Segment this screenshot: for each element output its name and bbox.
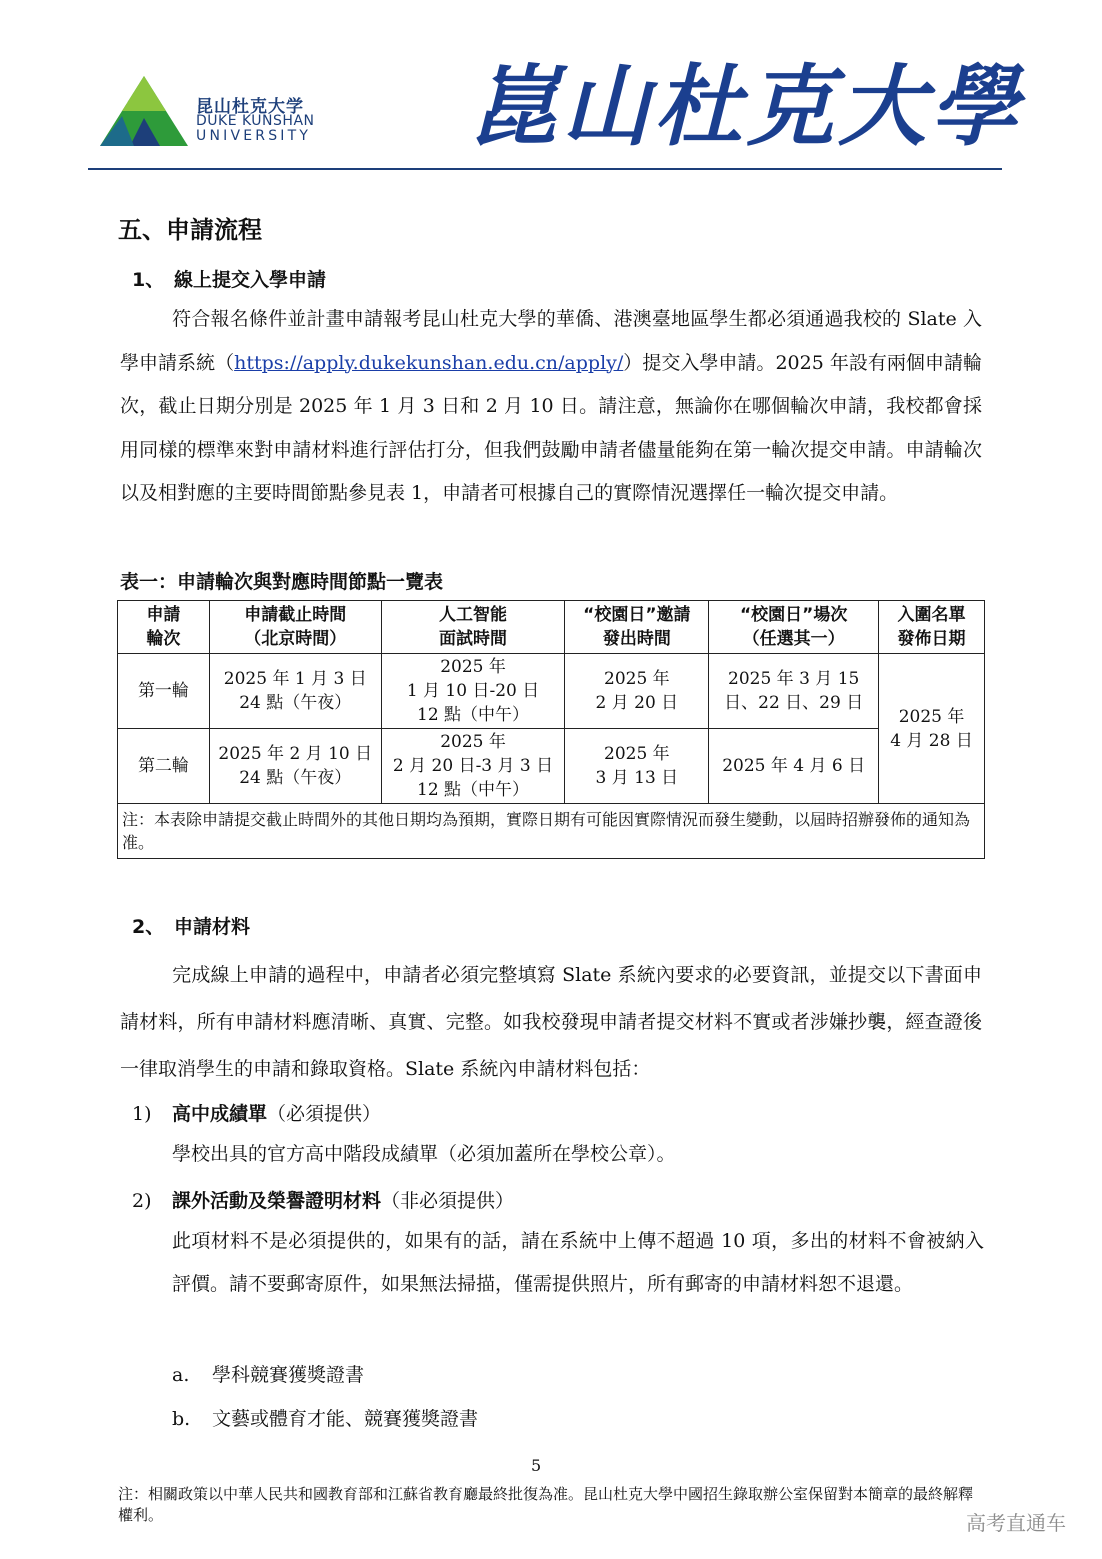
logo-english-line1: DUKE KUNSHAN — [196, 113, 315, 129]
logo-english-line2: UNIVERSITY — [196, 128, 312, 144]
page-header — [0, 0, 1102, 172]
page-number: 5 — [531, 1456, 542, 1475]
campus-day-cell: 2025 年 3 月 15 日、22 日、29 日 — [709, 654, 879, 729]
table-note: 注：本表除申請提交截止時間外的其他日期均為預期，實際日期有可能因實際情況而發生變動，以屆時招辦發佈的通知為准。 — [118, 804, 985, 859]
invite-cell: 2025 年 3 月 13 日 — [565, 729, 709, 804]
step1-paragraph — [120, 298, 982, 516]
step1-heading — [132, 265, 326, 292]
material-item-2-tag: （非必須提供） — [381, 1190, 515, 1212]
table-caption: 表一：申請輪次與對應時間節點一覽表 — [120, 571, 444, 593]
logo-chinese-name: 昆山杜克大学 — [196, 97, 304, 117]
material-item-2: 2) 課外活動及榮譽證明材料（非必須提供） — [132, 1190, 515, 1212]
step2-heading — [132, 912, 250, 939]
calligraphy-title: 崑山杜克大學 — [470, 54, 1023, 158]
shortlist-cell: 2025 年 4 月 28 日 — [879, 654, 985, 804]
round-cell: 第二輪 — [118, 729, 210, 804]
table-note-row — [118, 804, 985, 859]
interview-cell: 2025 年 2 月 20 日-3 月 3 日 12 點（中午） — [381, 729, 565, 804]
header-divider — [88, 168, 1002, 170]
campus-day-cell: 2025 年 4 月 6 日 — [709, 729, 879, 804]
step2-number: 2、 — [132, 916, 165, 938]
header-ai-interview: 人工智能 面試時間 — [381, 601, 565, 654]
dku-logo-icon — [100, 76, 188, 146]
material-item-1-tag: （必須提供） — [267, 1103, 382, 1125]
watermark: 高考直通车 — [966, 1511, 1066, 1535]
slate-application-link[interactable]: https://apply.dukekunshan.edu.cn/apply/ — [234, 351, 624, 374]
header-campus-day-invite: “校園日”邀請 發出時間 — [565, 601, 709, 654]
deadline-cell: 2025 年 1 月 3 日 24 點（午夜） — [209, 654, 381, 729]
application-timeline-table — [117, 600, 985, 859]
header-campus-day-session: “校園日”場次 （任選其一） — [709, 601, 879, 654]
material-item-2-title: 課外活動及榮譽證明材料 — [172, 1190, 382, 1212]
footer-note: 注：相關政策以中華人民共和國教育部和江蘇省教育廳最終批復為准。昆山杜克大學中國招生錄取辦公室保留對本簡章的最終解釋權利。 — [118, 1485, 974, 1524]
deadline-cell: 2025 年 2 月 10 日 24 點（午夜） — [209, 729, 381, 804]
table-row — [118, 654, 985, 729]
material-item-2-desc: 此項材料不是必須提供的，如果有的話，請在系統中上傳不超過 10 項，多出的材料不會被納入評價。請不要郵寄原件，如果無法掃描，僅需提供照片，所有郵寄的申請材料恕不退還。 — [172, 1230, 984, 1295]
material-item-1: 1) 高中成績單（必須提供） — [132, 1103, 382, 1125]
list-item: a. 學科競賽獲獎證書 — [172, 1364, 365, 1386]
table-row — [118, 729, 985, 804]
table-header-row — [118, 601, 985, 654]
step2-title: 申請材料 — [174, 916, 251, 938]
step1-text-after-link: ）提交入學申請。2025 年設有兩個申請輪次，截止日期分別是 2025 年 1 月 3 日和 2 月 10 日。請注意，無論你在哪個輪次申請，我校都會採用同樣的標準來對申請材料進行評估打分，但我們鼓勵申請者儘量能夠在第一輪次提交申請。申請輪次以及相對應的主要時間節點參見表 1，申請者可根據自己的實際情況選擇任一輪次提交申請。 — [120, 351, 982, 504]
interview-cell: 2025 年 1 月 10 日-20 日 12 點（中午） — [381, 654, 565, 729]
material-item-1-title: 高中成績單 — [172, 1103, 268, 1125]
header-deadline: 申請截止時間 （北京時間） — [209, 601, 381, 654]
header-round: 申請 輪次 — [118, 601, 210, 654]
step1-text-before-link: 符合報名條件並計畫申請報考昆山杜克大學的華僑、港澳臺地區學生都必須通過我校的 Slate 入學申請系統（ — [120, 308, 982, 374]
invite-cell: 2025 年 2 月 20 日 — [565, 654, 709, 729]
step2-text: 完成線上申請的過程中，申請者必須完整填寫 Slate 系統內要求的必要資訊，並提交以下書面申請材料，所有申請材料應清晰、真實、完整。如我校發現申請者提交材料不實或者涉嫌抄襲，經查證後一律取消學生的申請和錄取資格。Slate 系統內申請材料包括： — [120, 964, 982, 1080]
step1-number: 1、 — [132, 269, 165, 291]
material-item-1-desc: 學校出具的官方高中階段成績單（必須加蓋所在學校公章）。 — [172, 1143, 676, 1165]
section-title: 五、申請流程 — [118, 216, 262, 244]
round-cell: 第一輪 — [118, 654, 210, 729]
step2-paragraph — [120, 952, 982, 1093]
list-item: b. 文藝或體育才能、競賽獲獎證書 — [172, 1408, 479, 1430]
header-shortlist-date: 入圍名單 發佈日期 — [879, 601, 985, 654]
step1-title: 線上提交入學申請 — [174, 269, 327, 291]
